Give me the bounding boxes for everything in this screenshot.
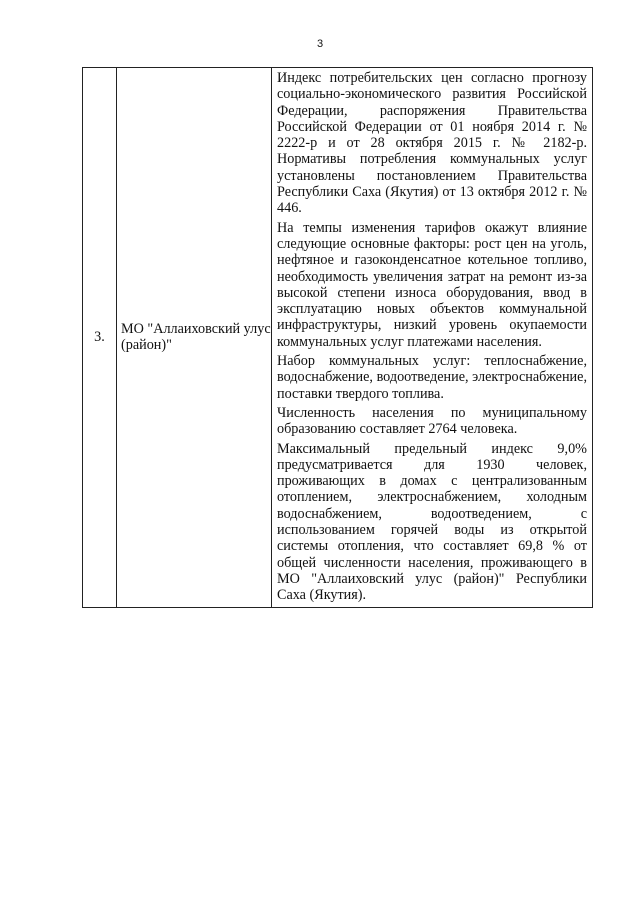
description-cell <box>272 68 593 608</box>
paragraph-tariff-factors: На темпы изменения тарифов окажут влияние следующие основные факторы: рост цен на уголь, нефтяное и газоконденсатное котельное топливо, необходимость увеличения затрат на ремонт из-за высокой степени износа оборудования, ввод в эксплуатацию новых объектов коммунальной инфраструктуры, низкий уровень окупаемости коммунальных услуг платежами населения. <box>277 219 587 350</box>
page-number: 3 <box>316 38 324 50</box>
paragraph-services-set: Набор коммунальных услуг: теплоснабжение, водоснабжение, водоотведение, электроснабжение, поставки твердого топлива. <box>277 353 587 402</box>
paragraph-price-index: Индекс потребительских цен согласно прогнозу социально-экономического развития Российской Федерации, распоряжения Правительства Российской Федерации от 01 ноября 2014 г. № 2222-р и от 28 октября 2015 г. № 2182-р. Нормативы потребления коммунальных услуг установлены постановлением Правительства Республики Саха (Якутия) от 13 октября 2012 г. № 446. <box>277 70 587 217</box>
tariff-table <box>82 67 593 608</box>
paragraph-population: Численность населения по муниципальному образованию составляет 2764 человека. <box>277 404 587 438</box>
municipality-name: МО "Аллаиховский улус (район)" <box>117 68 272 608</box>
row-number: 3. <box>83 68 117 608</box>
table-row <box>83 68 593 608</box>
paragraph-max-index: Максимальный предельный индекс 9,0% предусматривается для 1930 человек, проживающих в домах с централизованным отоплением, электроснабжением, холодным водоснабжением, водоотведением, с использованием горячей воды из открытой системы отопления, что составляет 69,8 % от общей численности населения, проживающего в МО "Аллаиховский улус (район)" Республики Саха (Якутия). <box>277 440 587 604</box>
